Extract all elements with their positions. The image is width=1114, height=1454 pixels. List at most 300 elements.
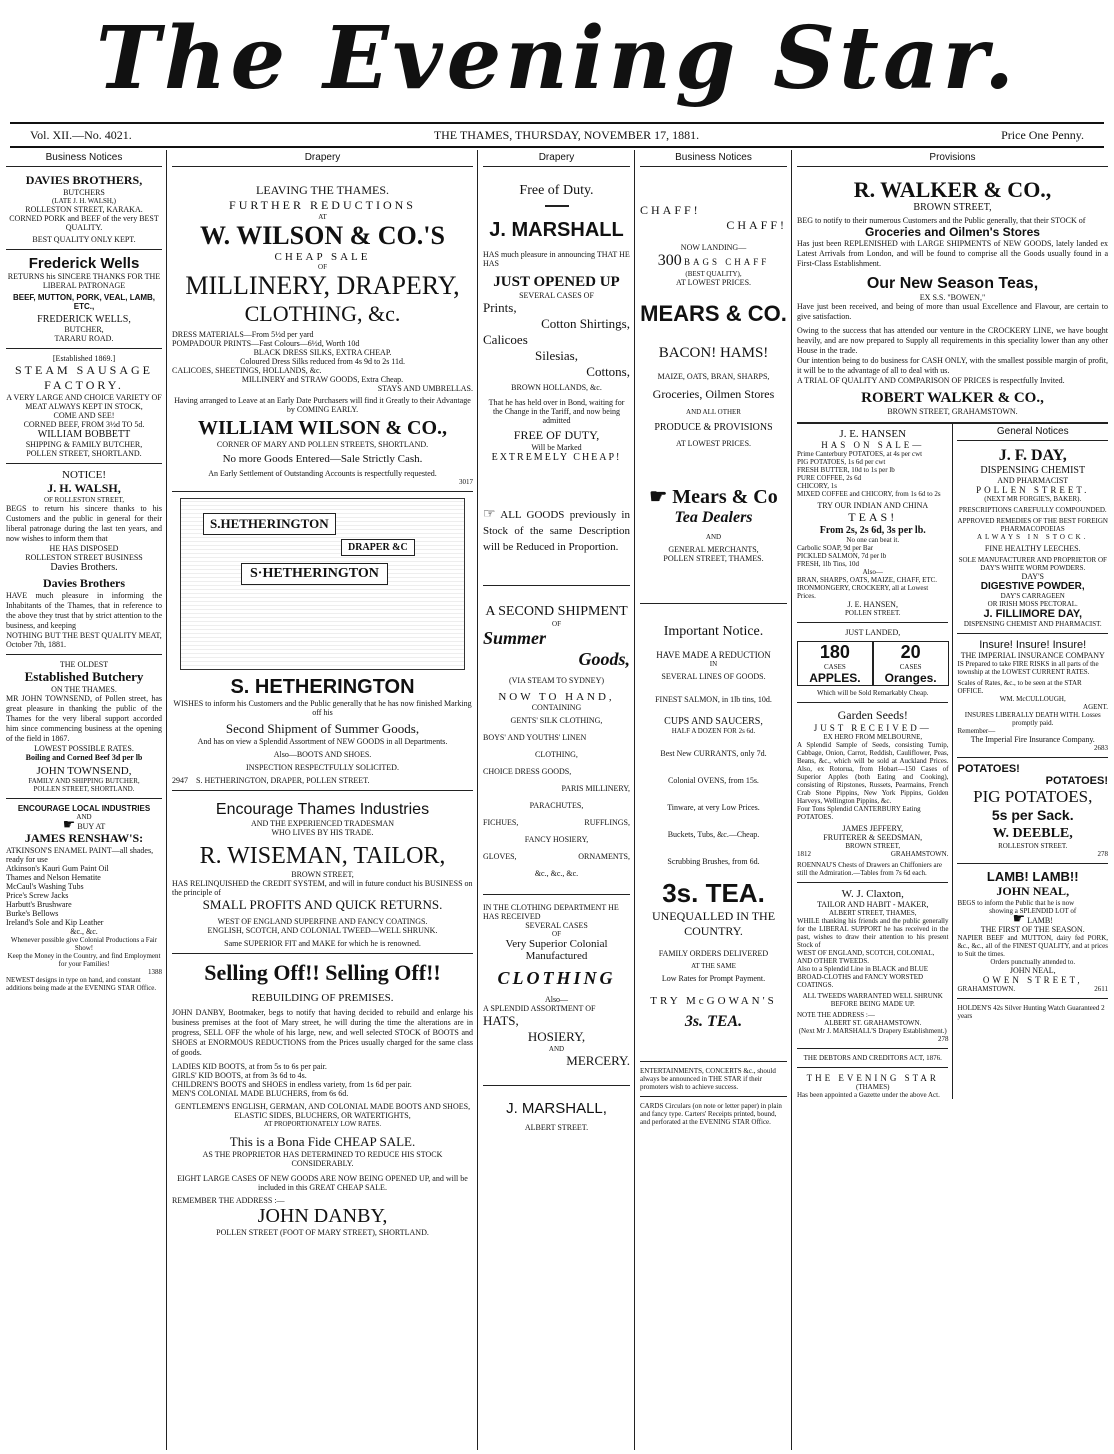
marshall-sig: J. MARSHALL, xyxy=(506,1100,607,1117)
wiseman-name: R. WISEMAN, TAILOR, xyxy=(199,843,446,869)
chaff-2: CHAFF! xyxy=(726,218,787,232)
holden-watch: HOLDEN'S 42s Silver Hunting Watch Guaranteed 2 years xyxy=(957,1004,1105,1020)
hansen-sig2: POLLEN STREET. xyxy=(845,609,901,617)
marshall-also: Also— xyxy=(544,995,569,1004)
apples-box xyxy=(797,641,873,686)
walker-ex: EX S.S. "BOWEN," xyxy=(919,293,986,302)
danby-ladies: LADIES KID BOOTS, at from 5s to 6s per pair. xyxy=(172,1062,327,1071)
tea-atsame: AT THE SAME xyxy=(691,962,736,970)
davies-trade: BUTCHERS xyxy=(63,188,105,197)
wiseman-english: ENGLISH, SCOTCH, AND COLONIAL TWEED—WELL SHRUNK. xyxy=(207,926,438,935)
newest-type: NEWEST designs in type on hand, and constant additions being made at the EVENING STAR Office. xyxy=(6,976,157,992)
danby-children: CHILDREN'S BOOTS and SHOES in endless variety, from 1s 6d per pair. xyxy=(172,1080,412,1089)
wiseman-who: WHO LIVES BY HIS TRADE. xyxy=(271,828,374,837)
wilson-clothing: CLOTHING, &c. xyxy=(244,301,401,326)
entertainments: ENTERTAINMENTS, CONCERTS &c., should always be announced in THE STAR if their promoters wish to achieve success. xyxy=(640,1067,776,1091)
hansen-item-3: FRESH BUTTER, 10d to 1s per lb xyxy=(797,466,895,474)
insure-title: Insure! Insure! Insure! xyxy=(979,639,1087,651)
renshaw-item-3: McCaul's Washing Tubs xyxy=(6,882,84,891)
oranges-label: Oranges. xyxy=(884,671,937,685)
day-sole: SOLE MANUFACTURER AND PROPRIETOR OF xyxy=(958,556,1107,564)
provisions-split xyxy=(797,422,1108,1099)
marshall-hats: HATS, xyxy=(483,1013,519,1028)
day-next: (NEXT MR FORGIE'S, BAKER). xyxy=(984,495,1082,503)
davies2-date: October 7th, 1881. xyxy=(6,640,66,649)
chaff-bags-line xyxy=(640,252,787,270)
insure-remember: Remember— xyxy=(957,727,996,735)
price: Price One Penny. xyxy=(1001,127,1084,142)
heth-second: Second Shipment of Summer Goods, xyxy=(225,721,420,736)
marshall-brown: BROWN HOLLANDS, &c. xyxy=(511,383,602,392)
column-header: Provisions xyxy=(797,150,1108,167)
renshaw-item-1: Atkinson's Kauri Gum Paint Oil xyxy=(6,864,109,873)
marshall-addr: ALBERT STREET. xyxy=(524,1123,589,1132)
marshall-hosiery: HOSIERY, xyxy=(527,1029,586,1044)
important-tinware: Tinware, at very Low Prices. xyxy=(667,803,760,812)
davies-late: (LATE J. H. WALSH,) xyxy=(51,197,117,205)
tea-3s-b: 3s. TEA. xyxy=(684,1013,743,1030)
wilson-cheap: CHEAP SALE xyxy=(274,251,371,263)
mears-tea: Tea Dealers xyxy=(674,509,753,526)
claxton-text: WHILE thanking his friends and the public generally for the LIBERAL SUPPORT he has received in the past, wishes to draw their attention to his present Stock of xyxy=(797,917,949,949)
walsh-disposed: HE HAS DISPOSED xyxy=(49,544,119,553)
wells-sig3: TARARU ROAD. xyxy=(54,334,114,343)
townsend-sig2: FAMILY AND SHIPPING BUTCHER, xyxy=(28,777,140,785)
neal-lamb: LAMB! xyxy=(1027,916,1053,925)
jeffery-sig2: FRUITERER & SEEDSMAN, xyxy=(823,833,923,842)
mears-bacon: BACON! HAMS! xyxy=(658,345,769,361)
dateline xyxy=(10,122,1104,148)
day-street: POLLEN STREET. xyxy=(976,485,1090,495)
marshall-item-2: Cotton Shirtings, xyxy=(541,316,630,331)
davies2-best: NOTHING BUT THE BEST QUALITY MEAT, xyxy=(6,631,162,640)
provisions-left xyxy=(797,424,953,1099)
heth-name: S. HETHERINGTON xyxy=(230,676,415,698)
butchery-title: Established Butchery xyxy=(24,669,144,684)
important-several: SEVERAL LINES OF GOODS. xyxy=(661,672,766,681)
marshall-colonial: Very Superior Colonial Manufactured xyxy=(505,938,608,962)
marshall-several2: SEVERAL CASES xyxy=(525,921,588,930)
volume-number: Vol. XII.—No. 4021. xyxy=(30,127,132,142)
danby-addr: POLLEN STREET (FOOT OF MARY STREET), SHORTLAND. xyxy=(216,1228,429,1237)
cards-circulars: CARDS Circulars (on note or letter paper) in plain and fancy type. Carters' Receipts printed, bound, and perforated at the EVENING STAR Office. xyxy=(640,1102,782,1126)
sausage-come: COME AND SEE! xyxy=(53,411,115,420)
chaff-bags-num: 300 xyxy=(657,252,682,269)
mears-produce: PRODUCE & PROVISIONS xyxy=(654,422,773,433)
wiseman-street: BROWN STREET, xyxy=(291,870,354,879)
neal-lamb-line xyxy=(957,912,1108,927)
important-notice: Important Notice. xyxy=(663,624,764,639)
important-have: HAVE MADE A REDUCTION xyxy=(656,650,771,660)
danby-men: MEN'S COLONIAL MADE BLUCHERS, from 6s 6d. xyxy=(172,1089,349,1098)
butchery-rates: LOWEST POSSIBLE RATES. xyxy=(34,744,134,753)
general-notices-header: General Notices xyxy=(957,424,1108,441)
danby-remember: REMEMBER THE ADDRESS :— xyxy=(172,1196,285,1205)
hetherington-store-illustration xyxy=(180,498,465,670)
marshall-mercery: MERCERY. xyxy=(566,1053,630,1068)
walsh-to: Davies Brothers. xyxy=(50,562,118,573)
marshall-all-goods xyxy=(483,507,630,555)
store-sign-draper: DRAPER &C xyxy=(341,539,415,556)
marshall-of: OF xyxy=(552,620,561,628)
insure-text: IS Prepared to take FIRE RISKS in all parts of the township at the LOWEST CURRENT RATES. xyxy=(957,660,1099,676)
newspaper-title: The Evening Star. xyxy=(95,8,1019,109)
day-name: J. F. DAY, xyxy=(998,447,1067,464)
wiseman-same: Same SUPERIOR FIT and MAKE for which he is renowned. xyxy=(224,939,421,948)
column-header: Business Notices xyxy=(6,150,162,167)
marshall-list-row-fichues xyxy=(483,814,630,831)
seeds-ex: EX HERO FROM MELBOURNE, xyxy=(823,733,923,741)
apples-label: APPLES. xyxy=(809,671,861,685)
hansen-noone: No one can beat it. xyxy=(846,536,900,544)
wiseman-and: AND THE EXPERIENCED TRADESMAN xyxy=(250,819,395,828)
marshall-freeduty: FREE OF DUTY, xyxy=(513,428,600,442)
heth-num: 2947 xyxy=(172,776,188,785)
marshall-list-10: GLOVES, xyxy=(483,852,517,861)
hansen-item-1: Prime Canterbury POTATOES, at 4s per cwt xyxy=(797,450,923,458)
chaff-1: CHAFF! xyxy=(640,203,701,217)
heth-boots: Also—BOOTS AND SHOES. xyxy=(273,750,372,759)
marshall-clothing: CLOTHING xyxy=(497,968,616,988)
encourage-and: AND xyxy=(76,813,92,821)
wilson-dress: DRESS MATERIALS—From 5½d per yard xyxy=(172,330,314,339)
column-business-notices-2 xyxy=(636,150,792,1450)
wilson-milli: MILLINERY and STRAW GOODS, Extra Cheap. xyxy=(241,375,404,384)
day-digestive: DIGESTIVE POWDER, xyxy=(980,581,1085,592)
notice-title: NOTICE! xyxy=(62,469,106,481)
day-days: DAY'S xyxy=(1021,572,1044,581)
davies2-text: HAVE much pleasure in informing the Inhabitants of the Thames, that in reference to the above they trust that by strict attention to the business, and keeping xyxy=(6,591,162,630)
day-fillimore: J. FILLIMORE DAY, xyxy=(983,608,1083,620)
claxton-addr: ALBERT STREET, THAMES, xyxy=(829,909,917,917)
danby-name: JOHN DANBY, xyxy=(257,1205,388,1227)
neal-name: JOHN NEAL, xyxy=(996,884,1070,898)
marshall-list-2: BOYS' AND YOUTHS' LINEN xyxy=(483,733,587,742)
wilson-calicoes: CALICOES, SHEETINGS, HOLLANDS, &c. xyxy=(172,366,322,375)
marshall-containing: CONTAINING xyxy=(531,703,582,712)
important-brushes: Scrubbing Brushes, from 6d. xyxy=(667,857,760,866)
marshall-item-4: Silesias, xyxy=(535,348,578,363)
neal-town: GRAHAMSTOWN. xyxy=(957,985,1016,993)
wilson-num: 3017 xyxy=(459,478,473,486)
buy-at: BUY AT xyxy=(77,822,106,831)
davies-name: DAVIES BROTHERS, xyxy=(25,173,143,187)
claxton-next: (Next Mr J. MARSHALL'S Drapery Establishment.) xyxy=(798,1027,947,1035)
walker-owing: Owing to the success that has attended our venture in the CROCKERY LINE, we have bought heavily, and are now prepared to Supply all requirements in this speciality lower than any other House in the trade. xyxy=(797,326,1108,355)
renshaw-keep: Keep the Money in the Country, and find Employment for your Families! xyxy=(7,952,161,968)
hansen-name: J. E. HANSEN xyxy=(839,428,907,440)
wilson-coloured: Coloured Dress Silks reduced from 4s 9d to 2s 11d. xyxy=(239,357,406,366)
renshaw-etc: &c., &c. xyxy=(70,927,98,936)
oranges-cases: CASES xyxy=(899,663,922,671)
fruit-boxes xyxy=(797,641,948,686)
day-presc: PRESCRIPTIONS CAREFULLY COMPOUNDED. xyxy=(958,506,1107,514)
jeffery-sig3: BROWN STREET, xyxy=(845,842,901,850)
oranges-box xyxy=(873,641,949,686)
apples-count: 180 xyxy=(819,642,850,662)
wilson-silks: BLACK DRESS SILKS, EXTRA CHEAP. xyxy=(253,348,392,357)
wilson-prints: POMPADOUR PRINTS—Fast Colours—6½d, Worth 10d xyxy=(172,339,360,348)
jeffery-num: 1812 xyxy=(797,850,811,858)
deeble-name: W. DEEBLE, xyxy=(992,826,1073,841)
deeble-addr: ROLLESTON STREET. xyxy=(998,842,1068,850)
marshall-name: J. MARSHALL xyxy=(489,219,624,241)
marshall-list-6: PARACHUTES, xyxy=(529,801,584,810)
hansen-more-2: PICKLED SALMON, 7d per lb xyxy=(797,552,887,560)
important-halfdoz: HALF A DOZEN FOR 2s 6d. xyxy=(671,727,756,735)
hansen-more-1: Carbolic SOAP, 9d per Bar xyxy=(797,544,874,552)
day-and: AND PHARMACIST xyxy=(997,476,1069,485)
marshall-list-5: PARIS MILLINERY, xyxy=(561,784,630,793)
insure-num: 2683 xyxy=(1094,744,1108,752)
column-header: Drapery xyxy=(172,150,473,167)
marshall-cheap: EXTREMELY CHEAP! xyxy=(491,452,622,463)
day-carrageen: DAY'S CARRAGEEN xyxy=(1000,592,1065,600)
potatoes-price: 5s per Sack. xyxy=(991,807,1074,823)
marshall-second: A SECOND SHIPMENT xyxy=(485,604,628,619)
marshall-just: JUST OPENED UP xyxy=(493,274,620,290)
pointing-hand-icon: ☞ xyxy=(483,507,496,522)
mears-name: MEARS & CO. xyxy=(640,301,787,326)
jeffery-sig: JAMES JEFFERY, xyxy=(842,824,904,833)
walker-groceries: Groceries and Oilmen's Stores xyxy=(865,225,1040,239)
wells-meats: BEEF, MUTTON, PORK, VEAL, LAMB, ETC., xyxy=(12,293,156,311)
marshall-list-row-gloves xyxy=(483,848,630,865)
marshall-goods: Goods, xyxy=(578,649,630,669)
neal-bottom xyxy=(957,985,1108,993)
marshall-list-7: FICHUES, xyxy=(483,818,519,827)
column-drapery-2 xyxy=(479,150,635,1450)
mears-maize: MAIZE, OATS, BRAN, SHARPS, xyxy=(657,372,770,381)
mears-logo: Mears & Co xyxy=(672,486,778,508)
wilson-firm: WILLIAM WILSON & CO., xyxy=(197,417,448,439)
heth-insp: INSPECTION RESPECTFULLY SOLICITED. xyxy=(246,763,399,772)
encourage-title: ENCOURAGE LOCAL INDUSTRIES xyxy=(17,804,151,813)
tea-family: FAMILY ORDERS DELIVERED xyxy=(658,949,769,958)
marshall-and: AND xyxy=(548,1045,565,1053)
neal-num: 2611 xyxy=(1094,985,1108,993)
seeds-text: A Splendid Sample of Seeds, consisting Turnip, Cabbage, Onion, Carrot, Reddish, Cauliflower, Peas, Beans, &c., which will be sold at Auckland Prices. Also, ex Rotorua, from Hobart—150 Cases of Superior Apples (both Eating and Cooking), consisting of Ripstones, Russets, Pearmains, French Crab Stone Pippins, New York Pippins, Golden Harveys, Wellington Pippins, &c. xyxy=(797,741,949,805)
walker-cash: Our intention being to do business for CASH ONLY, with the smallest possible margin of profit, it will be to the advantage of all to deal with us. xyxy=(797,356,1108,375)
star-thames: (THAMES) xyxy=(856,1083,890,1091)
walker-teas: Our New Season Teas, xyxy=(866,275,1039,292)
tea-try: TRY McGOWAN'S xyxy=(650,995,777,1007)
hansen-item-4: PURE COFFEE, 2s 6d xyxy=(797,474,862,482)
wilson-corner: CORNER OF MARY AND POLLEN STREETS, SHORTLAND. xyxy=(216,440,429,449)
danby-eight: EIGHT LARGE CASES OF NEW GOODS ARE NOW BEING OPENED UP, and will be included in this GREAT CHEAP SALE. xyxy=(177,1174,468,1192)
marshall-item-5: Cottons, xyxy=(586,364,630,379)
day-moss: OR IRISH MOSS PECTORAL. xyxy=(987,600,1078,608)
roenau: ROENNAU'S Chests of Drawers an Chiffoniers are still the Admiration.—Tables from 7s 6d each. xyxy=(797,861,942,877)
insure-insures: INSURES LIBERALLY DEATH WITH. Losses promptly paid. xyxy=(964,711,1101,727)
mears-allother: AND ALL OTHER xyxy=(686,408,741,416)
general-notices xyxy=(953,424,1108,1099)
marshall-list-11: ORNAMENTS, xyxy=(578,852,630,861)
neal-sig: JOHN NEAL, xyxy=(1009,966,1056,975)
heth-wishes: WISHES to inform his Customers and the Public generally that he has now finished Marking off his xyxy=(173,699,472,717)
important-ovens: Colonial OVENS, from 15s. xyxy=(668,776,759,785)
butchery-boiling: Boiling and Corned Beef 3d per lb xyxy=(25,753,143,762)
wiseman-title: Encourage Thames Industries xyxy=(215,801,430,818)
davies2-title: Davies Brothers xyxy=(42,576,126,590)
store-sign-main: S·HETHERINGTON xyxy=(241,563,388,585)
sausage-sig3: POLLEN STREET, SHORTLAND. xyxy=(26,449,142,458)
tea-lowrates: Low Rates for Prompt Payment. xyxy=(661,974,766,983)
neal-napier: NAPIER BEEF and MUTTON, dairy fed PORK, &c., &c., all of the FINEST QUALITY, and at prices to Suit the times. xyxy=(957,934,1108,958)
hansen-item-6: MIXED COFFEE and CHICORY, from 1s 6d to 2s xyxy=(797,490,941,498)
marshall-of2: OF xyxy=(552,930,561,938)
butchery-oldest: THE OLDEST xyxy=(59,660,109,669)
important-currants: Best New CURRANTS, only 7d. xyxy=(660,749,767,758)
hansen-more-3: FRESH, 1lb Tins, 10d xyxy=(797,560,860,568)
danby-as: AS THE PROPRIETOR HAS DETERMINED TO REDUCE HIS STOCK CONSIDERABLY. xyxy=(202,1150,443,1168)
column-header: Drapery xyxy=(483,150,630,167)
danby-prop: AT PROPORTIONATELY LOW RATES. xyxy=(263,1120,382,1128)
claxton-all: ALL TWEEDS WARRANTED WELL SHRUNK BEFORE BEING MADE UP. xyxy=(802,992,943,1008)
chaff-best: (BEST QUALITY), xyxy=(685,270,742,278)
davies-best: BEST QUALITY ONLY KEPT. xyxy=(32,235,136,244)
claxton-num: 278 xyxy=(937,1035,949,1043)
wells-text: RETURNS his SINCERE THANKS FOR THE LIBERAL PATRONAGE xyxy=(7,272,161,290)
insure-sig: WM. McCULLOUGH, xyxy=(999,695,1066,703)
renshaw-item-4: Price's Screw Jacks xyxy=(6,891,69,900)
marshall-list-12: &c., &c., &c. xyxy=(534,869,579,878)
column-business-notices-1 xyxy=(2,150,167,1450)
renshaw-num: 1388 xyxy=(148,968,162,976)
hansen-landed: JUST LANDED, xyxy=(845,628,901,637)
walker-name: R. WALKER & CO., xyxy=(853,177,1052,202)
marshall-via: (VIA STEAM TO SYDNEY) xyxy=(508,676,605,685)
danby-gents: GENTLEMEN'S ENGLISH, GERMAN, AND COLONIAL MADE BOOTS AND SHOES, ELASTIC SIDES, BLUCHERS, OR WATERTIGHTS, xyxy=(174,1102,471,1120)
pointing-hand-icon: ☛ xyxy=(1012,912,1026,927)
hansen-sale: HAS ON SALE— xyxy=(821,440,925,450)
mears-lowest2: AT LOWEST PRICES. xyxy=(675,439,752,448)
hansen-more-5: BRAN, SHARPS, OATS, MAIZE, CHAFF, ETC. xyxy=(797,576,938,584)
seeds-just: JUST RECEIVED— xyxy=(813,723,932,733)
renshaw-item-5: Harbutt's Brushware xyxy=(6,900,72,909)
claxton-addr2: ALBERT ST. GRAHAMSTOWN. xyxy=(824,1019,922,1027)
wells-name: Frederick Wells xyxy=(28,255,140,272)
wilson-early: An Early Settlement of Outstanding Accounts is respectfully requested. xyxy=(208,469,437,478)
seeds-four: Four Tons Splendid CANTERBURY Eating POTATOES. xyxy=(797,805,921,821)
marshall-list-1: GENTS' SILK CLOTHING, xyxy=(510,716,603,725)
chaff-lowest: AT LOWEST PRICES. xyxy=(675,278,752,287)
marshall-several: SEVERAL CASES OF xyxy=(519,291,594,300)
hansen-from: From 2s, 2s 6d, 3s per lb. xyxy=(819,525,926,536)
wilson-name: W. WILSON & CO.'S xyxy=(200,221,445,250)
column-drapery-1 xyxy=(168,150,478,1450)
neal-addr: OWEN STREET, xyxy=(982,975,1083,985)
sausage-title: STEAM SAUSAGE FACTORY. xyxy=(14,363,153,392)
marshall-item-1: Prints, xyxy=(483,300,517,315)
marshall-item-3: Calicoes xyxy=(483,332,528,347)
renshaw-item-6: Burke's Bellows xyxy=(6,909,59,918)
danby-rebuild: REBUILDING OF PREMISES. xyxy=(251,992,394,1004)
star-gazette: Has been appointed a Gazette under the above Act. xyxy=(797,1091,940,1099)
marshall-list-4: CHOICE DRESS GOODS, xyxy=(483,767,572,776)
marshall-marked: Will be Marked xyxy=(531,443,582,452)
walsh-name: J. H. WALSH, xyxy=(47,481,121,495)
sausage-sig: WILLIAM BOBBETT xyxy=(37,429,131,440)
neal-first: THE FIRST OF THE SEASON. xyxy=(980,925,1085,934)
potatoes-title: POTATOES! xyxy=(957,763,1020,775)
jeffery-sig4: GRAHAMSTOWN. xyxy=(890,850,949,858)
hansen-more-4: Also— xyxy=(862,568,883,576)
mears-logo-line xyxy=(640,484,787,509)
tea-3s: 3s. TEA. xyxy=(662,878,765,908)
insure-imp: The Imperial Fire Insurance Company. xyxy=(970,735,1095,744)
marshall-list-8: RUFFLINGS, xyxy=(584,818,630,827)
renshaw-whenever: Whenever possible give Colonial Productions a Fair Show! xyxy=(10,936,158,952)
sausage-est: [Established 1869.] xyxy=(52,354,116,363)
important-in: IN xyxy=(709,660,718,668)
walker-trial: A TRIAL OF QUALITY AND COMPARISON OF PRICES is respectfully Invited. xyxy=(797,376,1065,385)
renshaw-item-7: Ireland's Sole and Kip Leather xyxy=(6,918,104,927)
danby-girls: GIRLS' KID BOOTS, at from 3s 6d to 4s. xyxy=(172,1071,307,1080)
davies-address: ROLLESTON STREET, KARAKA. xyxy=(25,205,143,214)
wilson-of: OF xyxy=(318,263,327,271)
encourage-buy xyxy=(6,818,162,833)
hansen-item-5: CHICORY, 1s xyxy=(797,482,837,490)
potatoes-pig: PIG POTATOES, xyxy=(973,787,1093,806)
claxton-note: NOTE THE ADDRESS :— xyxy=(797,1011,875,1019)
marshall-summer: Summer xyxy=(483,628,547,648)
sausage-corned: CORNED BEEF, FROM 3½d TO 5d. xyxy=(23,420,145,429)
walsh-business: ROLLESTON STREET BUSINESS xyxy=(25,553,143,562)
neal-begs: BEGS to inform the Public that he is now xyxy=(957,899,1075,907)
insure-agent: AGENT. xyxy=(1083,703,1108,711)
renshaw-name: JAMES RENSHAW'S: xyxy=(24,831,144,845)
column-provisions xyxy=(793,150,1112,1450)
day-leeches: FINE HEALTHY LEECHES. xyxy=(984,544,1081,553)
marshall-bond: That he has held over in Bond, waiting for the Change in the Tariff, and now being admitted xyxy=(488,398,625,425)
claxton-name: W. J. Claxton, xyxy=(841,888,904,900)
wilson-at: AT xyxy=(318,213,327,221)
hansen-teas: TEAS! xyxy=(848,510,898,524)
mears-pollen: POLLEN STREET, THAMES. xyxy=(663,554,764,563)
marshall-clothing-dept: IN THE CLOTHING DEPARTMENT HE HAS RECEIVED xyxy=(483,903,619,921)
renshaw-item-2: Thames and Nelson Hematite xyxy=(6,873,101,882)
walsh-from: OF ROLLESTON STREET, xyxy=(43,496,125,504)
walker-text: Has just been REPLENISHED with LARGE SHIPMENTS of NEW GOODS, lately landed ex Latest Arrivals from London, and will be found to comprise all the Goods usually found in a First-Class Establishment. xyxy=(797,239,1108,268)
pointing-hand-icon: ☛ xyxy=(62,818,76,833)
wilson-having: Having arranged to Leave at an Early Date Purchasers will find it Greatly to their Advantage by COMING EARLY. xyxy=(174,396,471,414)
important-cups: CUPS AND SAUCERS, xyxy=(664,716,763,727)
column-header: Business Notices xyxy=(640,150,787,167)
day-approved: APPROVED REMEDIES OF THE BEST FOREIGN PHARMACOPOEIAS xyxy=(957,517,1108,533)
wiseman-small: SMALL PROFITS AND QUICK RETURNS. xyxy=(202,897,443,912)
mears-groceries: Groceries, Oilmen Stores xyxy=(652,387,775,401)
potatoes-title2: POTATOES! xyxy=(1045,775,1108,787)
walker-sig: ROBERT WALKER & CO., xyxy=(861,390,1044,406)
wilson-nomore: No more Goods Entered—Sale Strictly Cash. xyxy=(222,453,423,465)
seeds-title: Garden Seeds! xyxy=(837,708,908,722)
wells-sig: FREDERICK WELLS, xyxy=(37,314,131,325)
chaff-landing: NOW LANDING— xyxy=(680,243,747,252)
day-trade: DISPENSING CHEMIST xyxy=(980,465,1086,476)
star-name: THE EVENING STAR xyxy=(806,1073,939,1083)
sausage-text: A VERY LARGE AND CHOICE VARIETY OF MEAT ALWAYS KEPT IN STOCK, xyxy=(6,393,162,411)
townsend-sig: JOHN TOWNSEND, xyxy=(36,765,132,777)
wilson-millinery: MILLINERY, DRAPERY, xyxy=(185,271,460,300)
neal-showing: showing a SPLENDID LOT of xyxy=(989,907,1077,915)
claxton-west: WEST OF ENGLAND, SCOTCH, COLONIAL, AND OTHER TWEEDS. xyxy=(797,949,935,965)
sausage-sig2: SHIPPING & FAMILY BUTCHER, xyxy=(25,440,143,449)
place-date: THE THAMES, THURSDAY, NOVEMBER 17, 1881. xyxy=(433,127,700,142)
insure-scales: Scales of Rates, &c., to be seen at the STAR OFFICE. xyxy=(957,679,1082,695)
claxton-trade: TAILOR AND HABIT - MAKER, xyxy=(817,900,929,909)
store-sign-top: S.HETHERINGTON xyxy=(203,513,336,535)
